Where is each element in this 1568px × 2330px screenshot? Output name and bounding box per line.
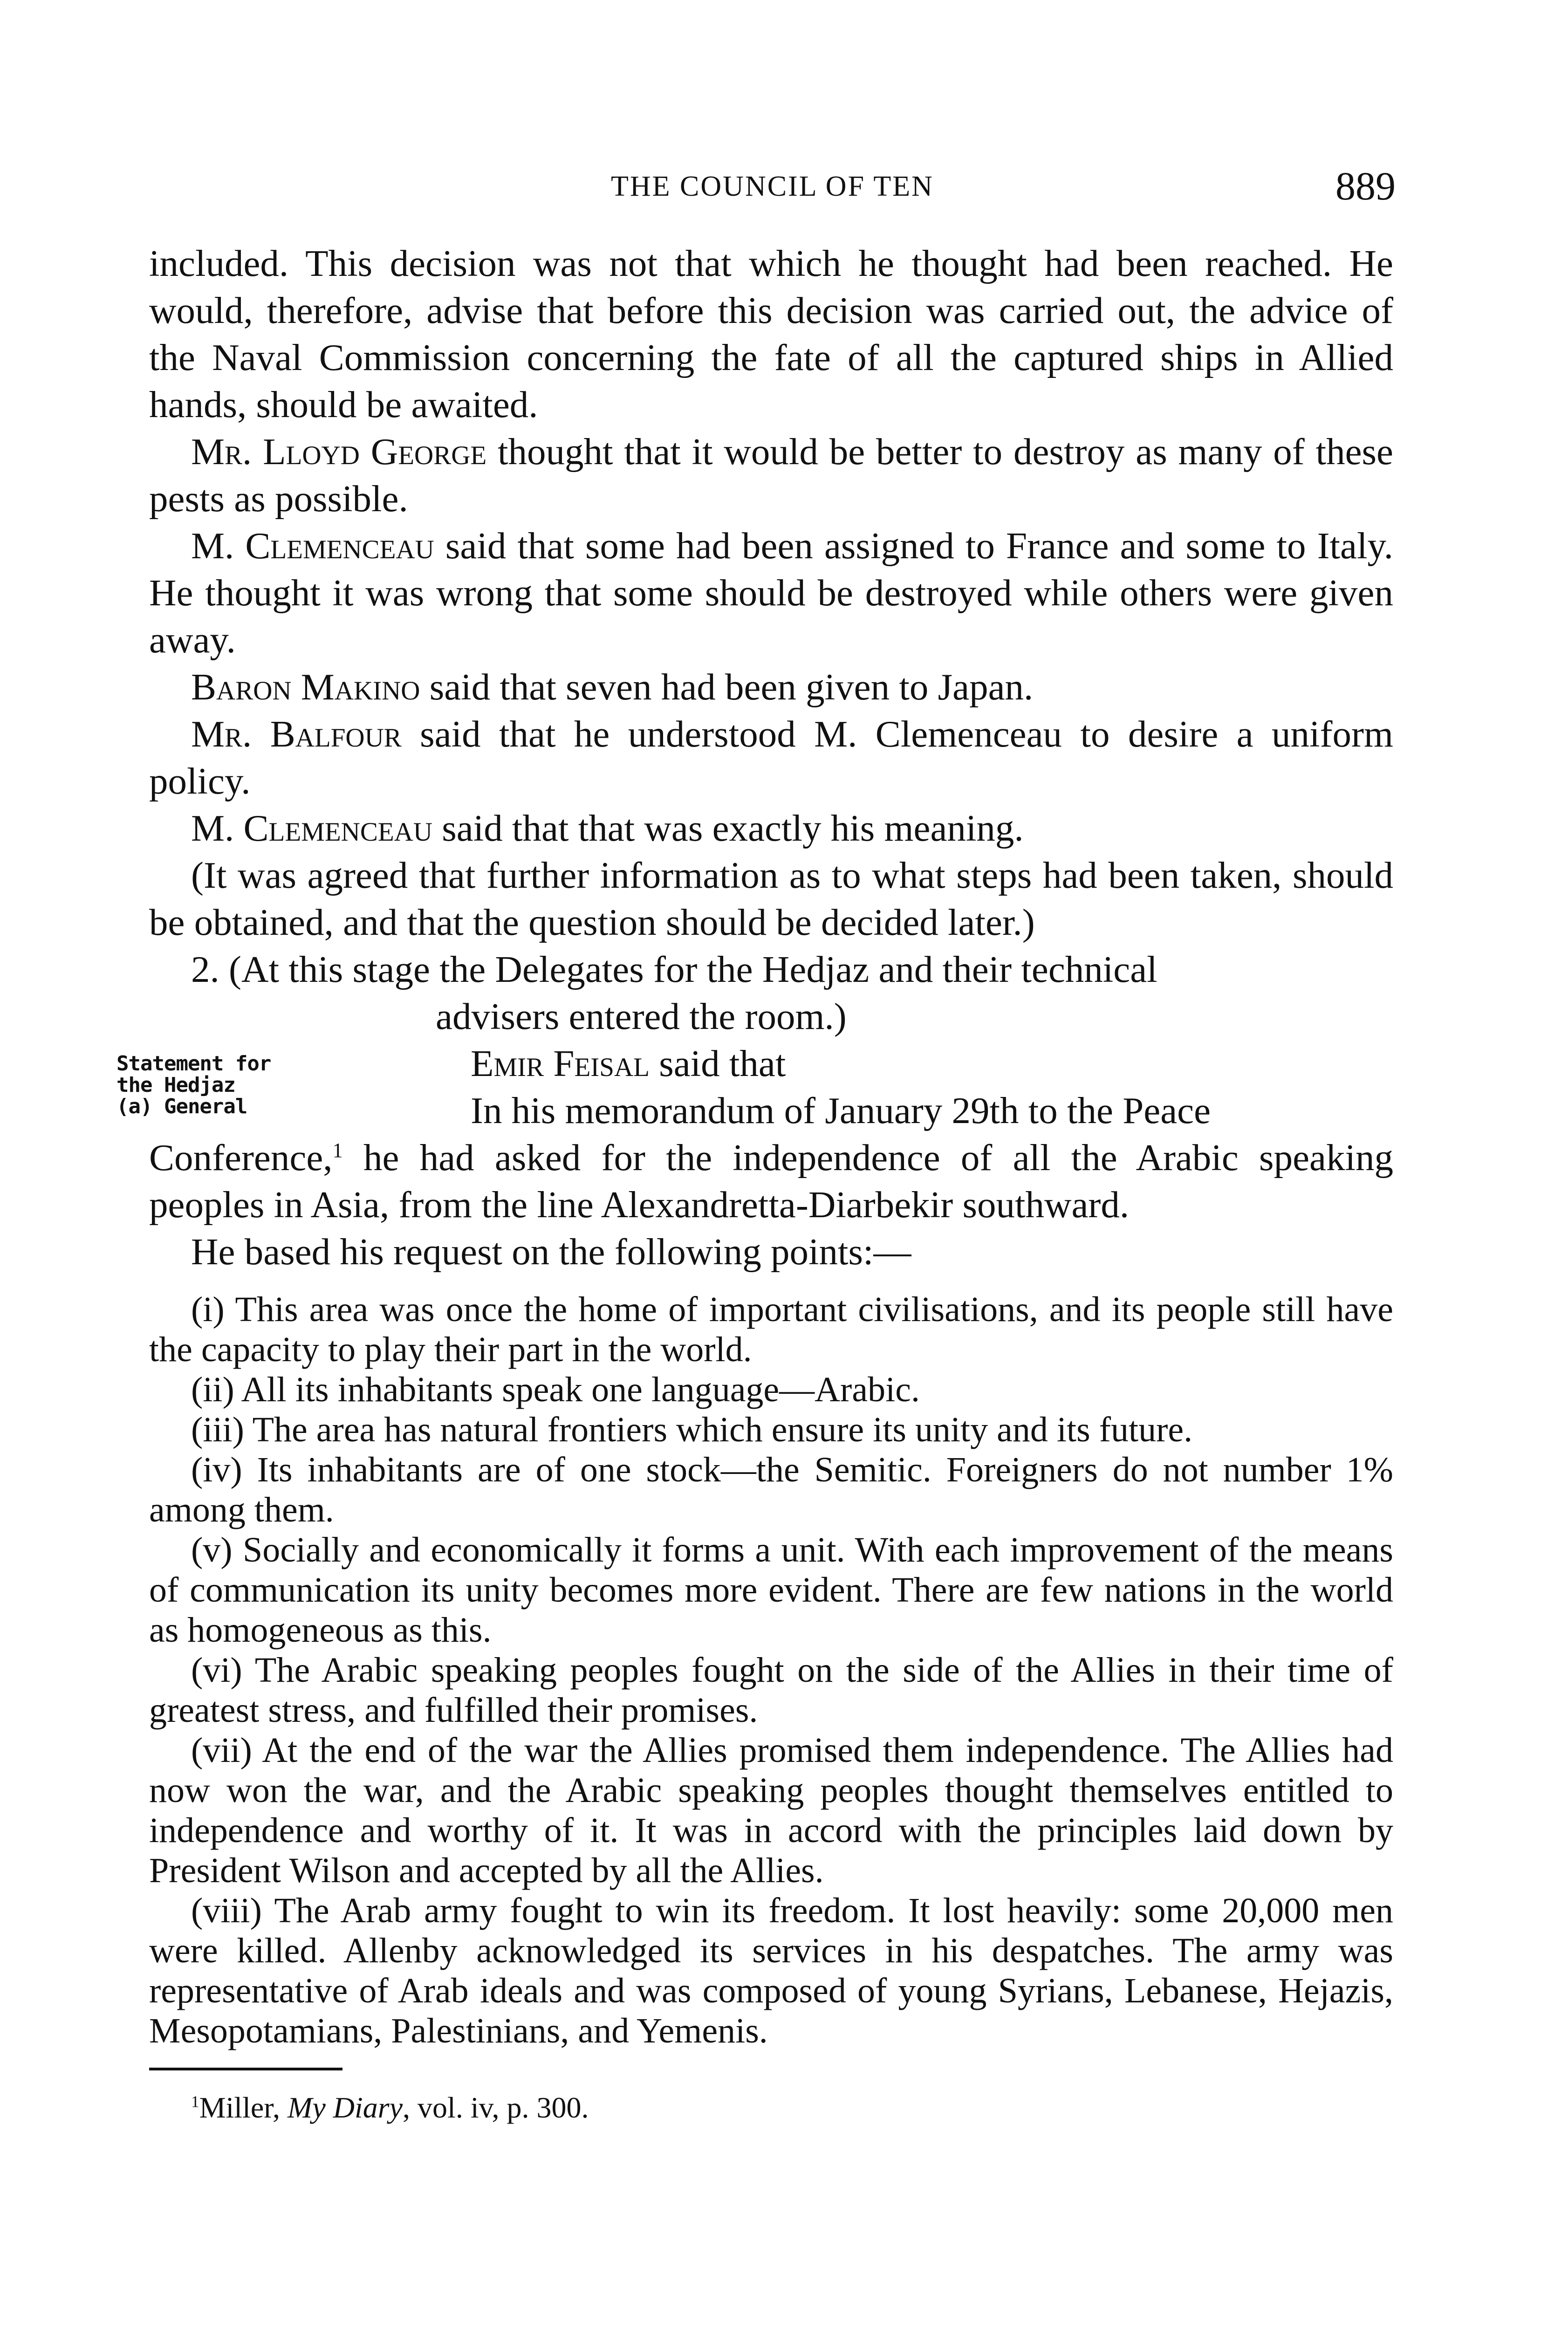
statement-lloyd-george: [149, 428, 1393, 522]
footnote-divider: [149, 2068, 342, 2070]
footnote-rest: , vol. iv, p. 300.: [403, 2091, 589, 2124]
memorandum-text: [149, 1134, 1393, 1228]
margin-note: [116, 1053, 271, 1117]
statement-text: said that some had been assigned to France and some to Italy. He thought it was wrong that some should be destroyed while others were given away.: [149, 525, 1393, 661]
paragraph-continuation: included. This decision was not that which he thought had been reached. He would, therefore, advise that before this decision was carried out, the advice of the Naval Commission concerning the fate of all the captured ships in Allied hands, should be awaited.: [149, 242, 1393, 425]
statement-text: said that he understood M. Clemenceau to desire a uniform policy.: [149, 713, 1393, 802]
statement-text: said that that was exactly his meaning.: [432, 807, 1024, 849]
statement-clemenceau-2: [149, 805, 1393, 852]
footnote-title: My Diary: [288, 2091, 403, 2124]
statement-text: thought that it would be better to destroy as many of these pests as possible.: [149, 431, 1394, 520]
statement-text: said that: [649, 1042, 786, 1084]
footnote: [149, 2089, 1393, 2126]
speaker-name: Emir Feisal: [471, 1042, 650, 1084]
footnote-reference: 1: [332, 1138, 343, 1162]
statement-clemenceau: [149, 522, 1393, 664]
section-heading-line: advisers entered the room.): [436, 995, 847, 1037]
speaker-name: Mr. Lloyd George: [191, 431, 487, 473]
speaker-name: Mr. Balfour: [191, 713, 402, 755]
margin-note-line: Statement for: [116, 1052, 271, 1076]
footnote-author: Miller,: [199, 2091, 288, 2124]
statement-makino: [149, 664, 1393, 711]
list-item: (ii) All its inhabitants speak one language—Arabic.: [191, 1370, 920, 1409]
based-on-points: He based his request on the following points:—: [191, 1231, 911, 1273]
speaker-name: M. Clemenceau: [191, 525, 434, 567]
page-header: [149, 165, 1396, 207]
statement-text: said that seven had been given to Japan.: [420, 666, 1034, 708]
page-number: 889: [1335, 164, 1396, 208]
running-title: THE COUNCIL OF TEN: [611, 171, 934, 202]
memorandum-text-part: Conference,: [149, 1137, 333, 1179]
memorandum-text-part: he had asked for the independence of all the Arabic speaking peoples in Asia, from the line Alexandretta-Diarbekir southward.: [149, 1137, 1393, 1226]
list-item: (iii) The area has natural frontiers which ensure its unity and its future.: [191, 1410, 1193, 1449]
list-item: (v) Socially and economically it forms a unit. With each improvement of the means of communication its unity becomes more evident. There are few nations in the world as homogeneous as this.: [149, 1530, 1393, 1650]
margin-note-line: the Hedjaz: [116, 1073, 235, 1097]
speaker-name: Baron Makino: [191, 666, 420, 708]
page-body: [116, 240, 1394, 2156]
list-item: (vii) At the end of the war the Allies promised them independence. The Allies had now won the war, and the Arabic speaking peoples thought themselves entitled to independence and worthy of it. It was in accord with the principles laid down by President Wilson and accepted by all the Allies.: [149, 1731, 1393, 1890]
statement-balfour: [149, 711, 1393, 805]
list-item: (vi) The Arabic speaking peoples fought on the side of the Allies in their time of greatest stress, and fulfilled their promises.: [149, 1651, 1393, 1730]
margin-note-line: (a) General: [116, 1095, 247, 1118]
agreed-note: (It was agreed that further information as to what steps had been taken, should be obtained, and that the question should be decided later.): [149, 854, 1393, 943]
list-item: (iv) Its inhabitants are of one stock—the Semitic. Foreigners do not number 1% among them.: [149, 1450, 1393, 1529]
section-heading-line: 2. (At this stage the Delegates for the Hedjaz and their technical: [191, 948, 1157, 990]
speaker-name: M. Clemenceau: [191, 807, 433, 849]
list-item: (i) This area was once the home of important civilisations, and its people still have the capacity to play their part in the world.: [149, 1290, 1393, 1369]
memorandum-line: In his memorandum of January 29th to the Peace: [471, 1090, 1211, 1131]
footnote-marker: 1: [191, 2092, 199, 2111]
points-list: [149, 1289, 1393, 2051]
list-item: (viii) The Arab army fought to win its freedom. It lost heavily: some 20,000 men were killed. Allenby acknowledged its services in his despatches. The army was representative of Arab ideals and was composed of young Syrians, Lebanese, Hejazis, Mesopotamians, Palestinians, and Yemenis.: [149, 1891, 1393, 2050]
statement-emir-feisal: [149, 1040, 1393, 1087]
